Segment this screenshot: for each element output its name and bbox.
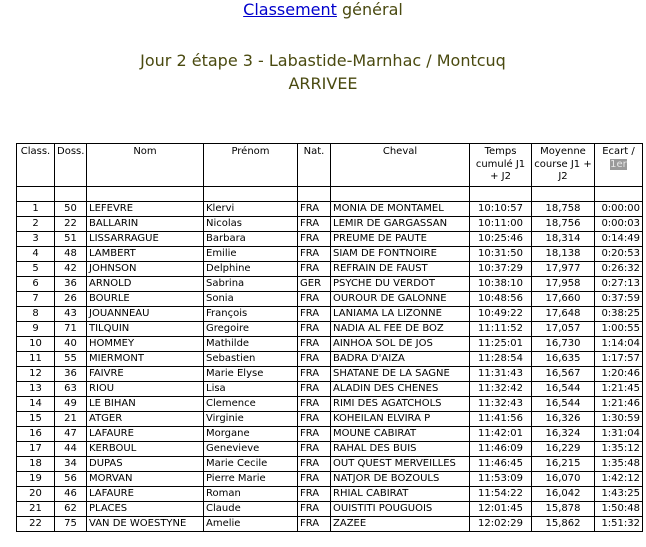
table-row xyxy=(17,277,643,292)
col-header-rank: Class. xyxy=(17,144,55,187)
cell-speed: 16,324 xyxy=(532,427,595,442)
cell-nationality: FRA xyxy=(298,292,331,307)
table-row xyxy=(17,487,643,502)
cell-last-name: TILQUIN xyxy=(87,322,204,337)
cell-first-name: François xyxy=(204,307,298,322)
cell-horse: SIAM DE FONTNOIRE xyxy=(331,247,470,262)
cell-bib: 63 xyxy=(55,382,87,397)
stage-title: Jour 2 étape 3 - Labastide-Marnhac / Montcuq xyxy=(140,51,506,70)
cell-bib: 26 xyxy=(55,292,87,307)
col-header-cumulative-time: Temps cumulé J1 + J2 xyxy=(470,144,532,187)
cell-time: 10:48:56 xyxy=(470,292,532,307)
page-title-rest: général xyxy=(336,0,403,19)
cell-rank: 6 xyxy=(17,277,55,292)
header-spacer-row xyxy=(17,187,643,202)
cell-nationality: FRA xyxy=(298,232,331,247)
cell-speed: 16,544 xyxy=(532,382,595,397)
cell-rank: 19 xyxy=(17,472,55,487)
cell-nationality: FRA xyxy=(298,307,331,322)
cell-gap: 1:35:12 xyxy=(595,442,643,457)
cell-horse: AINHOA SOL DE JOS xyxy=(331,337,470,352)
cell-last-name: LAFAURE xyxy=(87,487,204,502)
col-header-bib: Doss. xyxy=(55,144,87,187)
cell-rank: 9 xyxy=(17,322,55,337)
cell-bib: 47 xyxy=(55,427,87,442)
cell-first-name: Gregoire xyxy=(204,322,298,337)
cell-speed: 16,326 xyxy=(532,412,595,427)
cell-first-name: Klervi xyxy=(204,202,298,217)
cell-last-name: MORVAN xyxy=(87,472,204,487)
cell-nationality: FRA xyxy=(298,442,331,457)
cell-time: 11:41:56 xyxy=(470,412,532,427)
cell-speed: 18,756 xyxy=(532,217,595,232)
cell-rank: 13 xyxy=(17,382,55,397)
cell-horse: PREUME DE PAUTE xyxy=(331,232,470,247)
cell-last-name: JOHNSON xyxy=(87,262,204,277)
cell-nationality: FRA xyxy=(298,247,331,262)
cell-time: 11:28:54 xyxy=(470,352,532,367)
cell-time: 11:32:42 xyxy=(470,382,532,397)
cell-horse: PSYCHE DU VERDOT xyxy=(331,277,470,292)
col-header-gap-highlight: 1er xyxy=(610,158,627,170)
cell-gap: 0:38:25 xyxy=(595,307,643,322)
cell-speed: 16,042 xyxy=(532,487,595,502)
cell-horse: NATJOR DE BOZOULS xyxy=(331,472,470,487)
cell-first-name: Lisa xyxy=(204,382,298,397)
cell-bib: 36 xyxy=(55,277,87,292)
cell-bib: 21 xyxy=(55,412,87,427)
classement-link[interactable]: Classement xyxy=(243,0,337,19)
cell-last-name: RIOU xyxy=(87,382,204,397)
cell-time: 11:31:43 xyxy=(470,367,532,382)
cell-first-name: Virginie xyxy=(204,412,298,427)
cell-gap: 0:00:03 xyxy=(595,217,643,232)
cell-last-name: LEFEVRE xyxy=(87,202,204,217)
cell-first-name: Genevieve xyxy=(204,442,298,457)
cell-gap: 0:37:59 xyxy=(595,292,643,307)
cell-last-name: BALLARIN xyxy=(87,217,204,232)
cell-speed: 18,314 xyxy=(532,232,595,247)
table-row xyxy=(17,472,643,487)
cell-speed: 16,544 xyxy=(532,397,595,412)
cell-nationality: FRA xyxy=(298,412,331,427)
cell-bib: 48 xyxy=(55,247,87,262)
cell-speed: 15,862 xyxy=(532,517,595,532)
cell-time: 10:38:10 xyxy=(470,277,532,292)
table-row xyxy=(17,322,643,337)
cell-first-name: Pierre Marie xyxy=(204,472,298,487)
cell-rank: 11 xyxy=(17,352,55,367)
cell-first-name: Barbara xyxy=(204,232,298,247)
cell-horse: NADIA AL FEE DE BOZ xyxy=(331,322,470,337)
table-row xyxy=(17,412,643,427)
cell-horse: OUT QUEST MERVEILLES xyxy=(331,457,470,472)
cell-time: 10:37:29 xyxy=(470,262,532,277)
cell-gap: 1:21:45 xyxy=(595,382,643,397)
cell-nationality: FRA xyxy=(298,262,331,277)
cell-time: 10:25:46 xyxy=(470,232,532,247)
cell-speed: 17,977 xyxy=(532,262,595,277)
table-row xyxy=(17,232,643,247)
cell-gap: 1:43:25 xyxy=(595,487,643,502)
cell-gap: 1:30:59 xyxy=(595,412,643,427)
cell-first-name: Morgane xyxy=(204,427,298,442)
stage-status: ARRIVEE xyxy=(288,74,358,93)
cell-speed: 16,567 xyxy=(532,367,595,382)
cell-first-name: Delphine xyxy=(204,262,298,277)
cell-speed: 16,730 xyxy=(532,337,595,352)
cell-horse: RAHAL DES BUIS xyxy=(331,442,470,457)
cell-bib: 43 xyxy=(55,307,87,322)
cell-first-name: Claude xyxy=(204,502,298,517)
cell-first-name: Clemence xyxy=(204,397,298,412)
cell-gap: 0:26:32 xyxy=(595,262,643,277)
results-table xyxy=(16,143,643,532)
cell-bib: 62 xyxy=(55,502,87,517)
cell-speed: 17,958 xyxy=(532,277,595,292)
cell-gap: 1:14:04 xyxy=(595,337,643,352)
cell-bib: 22 xyxy=(55,217,87,232)
cell-rank: 5 xyxy=(17,262,55,277)
cell-horse: KOHEILAN ELVIRA P xyxy=(331,412,470,427)
cell-gap: 0:27:13 xyxy=(595,277,643,292)
cell-horse: ZAZEE xyxy=(331,517,470,532)
cell-rank: 3 xyxy=(17,232,55,247)
table-row xyxy=(17,427,643,442)
cell-rank: 8 xyxy=(17,307,55,322)
table-row xyxy=(17,262,643,277)
cell-rank: 18 xyxy=(17,457,55,472)
table-row xyxy=(17,202,643,217)
cell-last-name: LISSARRAGUE xyxy=(87,232,204,247)
cell-nationality: FRA xyxy=(298,457,331,472)
cell-speed: 16,070 xyxy=(532,472,595,487)
col-header-last-name: Nom xyxy=(87,144,204,187)
cell-speed: 15,878 xyxy=(532,502,595,517)
cell-speed: 16,229 xyxy=(532,442,595,457)
cell-gap: 1:31:04 xyxy=(595,427,643,442)
cell-rank: 17 xyxy=(17,442,55,457)
cell-rank: 20 xyxy=(17,487,55,502)
col-header-first-name: Prénom xyxy=(204,144,298,187)
cell-last-name: DUPAS xyxy=(87,457,204,472)
cell-bib: 46 xyxy=(55,487,87,502)
cell-rank: 7 xyxy=(17,292,55,307)
cell-horse: RHIAL CABIRAT xyxy=(331,487,470,502)
cell-gap: 1:50:48 xyxy=(595,502,643,517)
cell-time: 11:46:45 xyxy=(470,457,532,472)
cell-horse: MOUNE CABIRAT xyxy=(331,427,470,442)
table-row xyxy=(17,442,643,457)
cell-time: 10:49:22 xyxy=(470,307,532,322)
cell-horse: REFRAIN DE FAUST xyxy=(331,262,470,277)
cell-gap: 1:17:57 xyxy=(595,352,643,367)
cell-nationality: FRA xyxy=(298,427,331,442)
cell-last-name: ARNOLD xyxy=(87,277,204,292)
cell-last-name: LE BIHAN xyxy=(87,397,204,412)
col-header-gap-prefix: Ecart / xyxy=(602,146,635,157)
cell-time: 10:10:57 xyxy=(470,202,532,217)
cell-gap: 0:14:49 xyxy=(595,232,643,247)
cell-bib: 50 xyxy=(55,202,87,217)
cell-nationality: FRA xyxy=(298,217,331,232)
cell-horse: LEMIR DE GARGASSAN xyxy=(331,217,470,232)
cell-time: 12:01:45 xyxy=(470,502,532,517)
cell-time: 11:42:01 xyxy=(470,427,532,442)
cell-speed: 17,648 xyxy=(532,307,595,322)
cell-first-name: Marie Cecile xyxy=(204,457,298,472)
cell-nationality: FRA xyxy=(298,337,331,352)
table-header-row xyxy=(17,144,643,187)
cell-horse: LANIAMA LA LIZONNE xyxy=(331,307,470,322)
cell-bib: 56 xyxy=(55,472,87,487)
cell-bib: 49 xyxy=(55,397,87,412)
cell-nationality: FRA xyxy=(298,472,331,487)
table-row xyxy=(17,382,643,397)
cell-first-name: Sonia xyxy=(204,292,298,307)
table-row xyxy=(17,367,643,382)
cell-time: 11:46:09 xyxy=(470,442,532,457)
cell-gap: 1:42:12 xyxy=(595,472,643,487)
page-title xyxy=(0,0,646,19)
cell-bib: 71 xyxy=(55,322,87,337)
cell-nationality: FRA xyxy=(298,352,331,367)
cell-rank: 14 xyxy=(17,397,55,412)
table-row xyxy=(17,517,643,532)
cell-gap: 1:51:32 xyxy=(595,517,643,532)
cell-bib: 55 xyxy=(55,352,87,367)
cell-horse: ALADIN DES CHENES xyxy=(331,382,470,397)
cell-horse: MONIA DE MONTAMEL xyxy=(331,202,470,217)
col-header-gap xyxy=(595,144,643,187)
table-row xyxy=(17,352,643,367)
cell-nationality: FRA xyxy=(298,502,331,517)
cell-last-name: KERBOUL xyxy=(87,442,204,457)
cell-first-name: Emilie xyxy=(204,247,298,262)
cell-time: 11:11:52 xyxy=(470,322,532,337)
cell-nationality: FRA xyxy=(298,322,331,337)
cell-last-name: BOURLE xyxy=(87,292,204,307)
cell-horse: OUISTITI POUGUOIS xyxy=(331,502,470,517)
cell-speed: 17,057 xyxy=(532,322,595,337)
cell-speed: 18,138 xyxy=(532,247,595,262)
results-body xyxy=(17,202,643,532)
cell-gap: 1:35:48 xyxy=(595,457,643,472)
cell-time: 11:25:01 xyxy=(470,337,532,352)
cell-rank: 21 xyxy=(17,502,55,517)
cell-rank: 15 xyxy=(17,412,55,427)
cell-horse: RIMI DES AGATCHOLS xyxy=(331,397,470,412)
cell-bib: 51 xyxy=(55,232,87,247)
cell-bib: 42 xyxy=(55,262,87,277)
cell-rank: 16 xyxy=(17,427,55,442)
col-header-nationality: Nat. xyxy=(298,144,331,187)
cell-time: 10:11:00 xyxy=(470,217,532,232)
cell-last-name: LAMBERT xyxy=(87,247,204,262)
cell-first-name: Sebastien xyxy=(204,352,298,367)
cell-first-name: Amelie xyxy=(204,517,298,532)
cell-first-name: Nicolas xyxy=(204,217,298,232)
table-row xyxy=(17,292,643,307)
cell-last-name: FAIVRE xyxy=(87,367,204,382)
table-row xyxy=(17,337,643,352)
cell-nationality: FRA xyxy=(298,487,331,502)
cell-time: 10:31:50 xyxy=(470,247,532,262)
cell-gap: 0:20:53 xyxy=(595,247,643,262)
cell-first-name: Sabrina xyxy=(204,277,298,292)
cell-nationality: FRA xyxy=(298,367,331,382)
table-row xyxy=(17,397,643,412)
cell-gap: 1:00:55 xyxy=(595,322,643,337)
cell-last-name: JOUANNEAU xyxy=(87,307,204,322)
cell-speed: 16,215 xyxy=(532,457,595,472)
cell-time: 12:02:29 xyxy=(470,517,532,532)
cell-bib: 36 xyxy=(55,367,87,382)
table-row xyxy=(17,217,643,232)
cell-bib: 44 xyxy=(55,442,87,457)
cell-time: 11:54:22 xyxy=(470,487,532,502)
cell-last-name: PLACES xyxy=(87,502,204,517)
cell-horse: BADRA D'AIZA xyxy=(331,352,470,367)
table-row xyxy=(17,457,643,472)
cell-last-name: HOMMEY xyxy=(87,337,204,352)
cell-gap: 1:21:46 xyxy=(595,397,643,412)
cell-horse: OUROUR DE GALONNE xyxy=(331,292,470,307)
cell-horse: SHATANE DE LA SAGNE xyxy=(331,367,470,382)
cell-bib: 75 xyxy=(55,517,87,532)
cell-time: 11:53:09 xyxy=(470,472,532,487)
cell-nationality: FRA xyxy=(298,397,331,412)
cell-last-name: MIERMONT xyxy=(87,352,204,367)
cell-rank: 12 xyxy=(17,367,55,382)
cell-nationality: FRA xyxy=(298,382,331,397)
col-header-average-speed: Moyenne course J1 + J2 xyxy=(532,144,595,187)
table-row xyxy=(17,502,643,517)
col-header-horse: Cheval xyxy=(331,144,470,187)
cell-nationality: GER xyxy=(298,277,331,292)
cell-rank: 1 xyxy=(17,202,55,217)
cell-last-name: ATGER xyxy=(87,412,204,427)
cell-gap: 0:00:00 xyxy=(595,202,643,217)
cell-first-name: Mathilde xyxy=(204,337,298,352)
cell-rank: 10 xyxy=(17,337,55,352)
cell-nationality: FRA xyxy=(298,517,331,532)
cell-rank: 2 xyxy=(17,217,55,232)
table-row xyxy=(17,307,643,322)
cell-speed: 17,660 xyxy=(532,292,595,307)
cell-speed: 16,635 xyxy=(532,352,595,367)
cell-last-name: VAN DE WOESTYNE xyxy=(87,517,204,532)
cell-rank: 22 xyxy=(17,517,55,532)
cell-rank: 4 xyxy=(17,247,55,262)
cell-gap: 1:20:46 xyxy=(595,367,643,382)
cell-bib: 34 xyxy=(55,457,87,472)
table-row xyxy=(17,247,643,262)
cell-first-name: Roman xyxy=(204,487,298,502)
cell-time: 11:32:43 xyxy=(470,397,532,412)
cell-last-name: LAFAURE xyxy=(87,427,204,442)
cell-first-name: Marie Elyse xyxy=(204,367,298,382)
cell-bib: 40 xyxy=(55,337,87,352)
cell-nationality: FRA xyxy=(298,202,331,217)
cell-speed: 18,758 xyxy=(532,202,595,217)
